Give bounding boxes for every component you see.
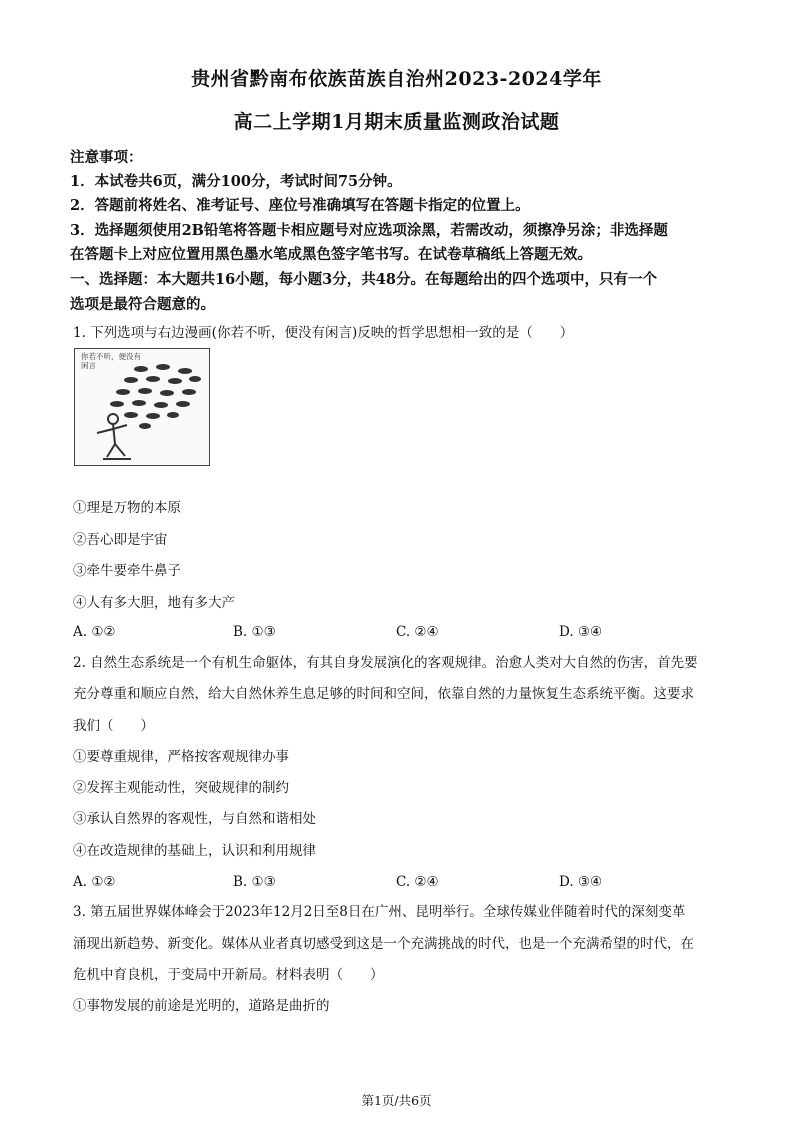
q2-item-4: ④在改造规律的基础上，认识和利用规律 bbox=[73, 843, 316, 859]
cartoon-caption: 你若不听，便没有闲言 bbox=[81, 352, 141, 371]
section-heading-line-2: 选项是最符合题意的。 bbox=[70, 296, 215, 313]
q2-item-3: ③承认自然界的客观性，与自然和谐相处 bbox=[73, 811, 316, 827]
notice-heading: 注意事项： bbox=[70, 149, 143, 166]
q1-item-2: ②吾心即是宇宙 bbox=[73, 532, 168, 548]
q1-option-a[interactable]: A. ①② bbox=[73, 624, 116, 640]
q1-option-d[interactable]: D. ③④ bbox=[559, 624, 603, 640]
q2-option-a[interactable]: A. ①② bbox=[73, 874, 116, 890]
q2-option-c[interactable]: C. ②④ bbox=[396, 874, 439, 890]
notice-item-1: 1．本试卷共6页，满分100分，考试时间75分钟。 bbox=[70, 173, 402, 190]
title-line-1: 贵州省黔南布依族苗族自治州2023-2024学年 bbox=[191, 68, 602, 90]
q3-stem-line-3: 危机中育良机，于变局中开新局。材料表明（ ） bbox=[73, 967, 384, 983]
notice-item-3-line-1: 3．选择题须使用2B铅笔将答题卡相应题号对应选项涂黑，若需改动，须擦净另涂；非选择题 bbox=[70, 222, 668, 239]
q3-stem-line-2: 涌现出新趋势、新变化。媒体从业者真切感受到这是一个充满挑战的时代，也是一个充满希望的时代，在 bbox=[73, 936, 694, 952]
q2-option-b[interactable]: B. ①③ bbox=[233, 874, 276, 890]
notice-item-2: 2．答题前将姓名、准考证号、座位号准确填写在答题卡指定的位置上。 bbox=[70, 197, 530, 214]
section-heading-line-1: 一、选择题：本大题共16小题，每小题3分，共48分。在每题给出的四个选项中，只有一个 bbox=[70, 271, 657, 288]
q2-stem-line-1: 2. 自然生态系统是一个有机生命躯体，有其自身发展演化的客观规律。治愈人类对大自然的伤害，首先要 bbox=[73, 655, 698, 671]
q1-item-3: ③牵牛要牵牛鼻子 bbox=[73, 563, 181, 579]
q2-item-2: ②发挥主观能动性，突破规律的制约 bbox=[73, 780, 289, 796]
q2-item-1: ①要尊重规律，严格按客观规律办事 bbox=[73, 749, 289, 765]
title-line-2: 高二上学期1月期末质量监测政治试题 bbox=[233, 111, 560, 133]
q2-stem-line-3: 我们（ ） bbox=[73, 718, 154, 734]
q2-option-d[interactable]: D. ③④ bbox=[559, 874, 603, 890]
q1-stem: 1. 下列选项与右边漫画(你若不听，便没有闲言)反映的哲学思想相一致的是（ ） bbox=[73, 325, 574, 341]
q1-item-1: ①理是万物的本原 bbox=[73, 500, 181, 516]
cartoon-image bbox=[74, 348, 210, 466]
q3-stem-line-1: 3. 第五届世界媒体峰会于2023年12月2日至8日在广州、昆明举行。全球传媒业伴随着时代的深刻变革 bbox=[73, 904, 686, 920]
notice-item-3-line-2: 在答题卡上对应位置用黑色墨水笔成黑色签字笔书写。在试卷草稿纸上答题无效。 bbox=[70, 246, 592, 263]
q1-option-b[interactable]: B. ①③ bbox=[233, 624, 276, 640]
page-number: 第1页/共6页 bbox=[361, 1093, 432, 1108]
q2-stem-line-2: 充分尊重和顺应自然，给大自然休养生息足够的时间和空间，依靠自然的力量恢复生态系统平衡。这要求 bbox=[73, 686, 694, 702]
q3-item-1: ①事物发展的前途是光明的，道路是曲折的 bbox=[73, 998, 330, 1014]
q1-option-c[interactable]: C. ②④ bbox=[396, 624, 439, 640]
q1-item-4: ④人有多大胆，地有多大产 bbox=[73, 595, 235, 611]
